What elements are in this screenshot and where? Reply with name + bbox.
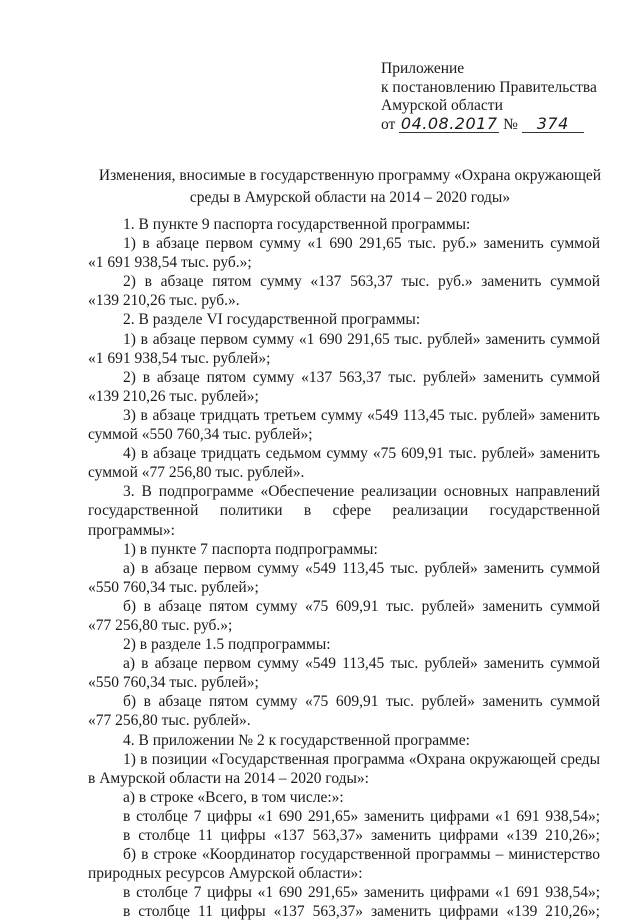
body-line: 2) в абзаце пятом сумму «137 563,37 тыс. руб.» заменить суммой	[123, 273, 600, 291]
body-line: б) в строке «Координатор государственной программы – министерство	[123, 846, 600, 864]
body-line: б) в абзаце пятом сумму «75 609,91 тыс. рублей» заменить суммой	[123, 597, 600, 615]
body-line: природных ресурсов Амурской области»:	[88, 865, 363, 883]
body-line: «1 691 938,54 тыс. руб.»;	[88, 254, 252, 272]
body-line: б) в абзаце пятом сумму «75 609,91 тыс. рублей» заменить суммой	[123, 693, 600, 711]
appendix-heading: Приложение	[381, 60, 465, 77]
number-label: №	[503, 115, 518, 133]
body-line: 3) в абзаце тридцать третьем сумму «549 113,45 тыс. рублей» заменить	[123, 406, 600, 424]
title-line-2: среды в Амурской области на 2014 – 2020 годы»	[189, 189, 511, 206]
appendix-resolution-line: к постановлению Правительства	[381, 78, 597, 96]
body-line: 2. В разделе VI государственной программы:	[123, 311, 421, 329]
document-title	[74, 165, 626, 209]
handwritten-number: 374	[522, 116, 584, 133]
body-line: 1) в пункте 7 паспорта подпрограммы:	[123, 540, 378, 558]
body-line: а) в абзаце первом сумму «549 113,45 тыс. рублей» заменить суммой	[123, 559, 600, 577]
body-line: 1) в абзаце первом сумму «1 690 291,65 тыс. руб.» заменить суммой	[123, 235, 600, 253]
body-line: «139 210,26 тыс. руб.».	[88, 292, 240, 310]
body-line: «139 210,26 тыс. рублей»;	[88, 387, 259, 405]
body-line: в столбце 11 цифры «137 563,37» заменить цифрами «139 210,26»;	[123, 827, 600, 844]
body-line: 3. В подпрограмме «Обеспечение реализации основных направлений	[123, 483, 600, 501]
body-line: в столбце 11 цифры «137 563,37» заменить цифрами «139 210,26»;	[123, 903, 600, 921]
body-line: «1 691 938,54 тыс. рублей»;	[88, 349, 271, 367]
body-line: 1) в абзаце первом сумму «1 690 291,65 тыс. рублей» заменить суммой	[123, 330, 600, 348]
from-label: от	[381, 115, 396, 133]
body-line: 4) в абзаце тридцать седьмом сумму «75 609,91 тыс. рублей» заменить	[123, 445, 600, 463]
handwritten-date: 04.08.2017	[400, 113, 498, 133]
appendix-block	[381, 60, 631, 134]
document-body	[88, 215, 600, 921]
body-line: 1. В пункте 9 паспорта государственной программы:	[123, 216, 471, 233]
body-line: «550 760,34 тыс. рублей»;	[88, 578, 259, 596]
appendix-date-number-line	[381, 113, 631, 135]
body-line: 1) в позиции «Государственная программа «Охрана окружающей среды	[123, 750, 600, 768]
body-line: «77 256,80 тыс. рублей».	[88, 712, 251, 730]
body-line: а) в строке «Всего, в том числе:»:	[123, 788, 344, 806]
body-line: государственной политики в сфере реализации государственной программы»:	[88, 502, 600, 539]
body-line: в столбце 7 цифры «1 690 291,65» заменить цифрами «1 691 938,54»;	[123, 807, 600, 825]
body-line: в Амурской области на 2014 – 2020 годы»:	[88, 769, 369, 787]
title-line-1: Изменения, вносимые в государственную программу «Охрана окружающей	[98, 167, 602, 184]
body-line: «77 256,80 тыс. руб.»;	[88, 616, 233, 634]
appendix-region-line: Амурской области	[381, 97, 503, 114]
body-line: в столбце 7 цифры «1 690 291,65» заменить цифрами «1 691 938,54»;	[123, 884, 600, 902]
body-line: суммой «550 760,34 тыс. рублей»;	[88, 426, 313, 444]
body-line: 2) в разделе 1.5 подпрограммы:	[123, 636, 331, 654]
body-line: «550 760,34 тыс. рублей»;	[88, 674, 259, 692]
body-line: 4. В приложении № 2 к государственной программе:	[123, 731, 470, 749]
body-line: а) в абзаце первом сумму «549 113,45 тыс. рублей» заменить суммой	[123, 655, 600, 673]
body-line: суммой «77 256,80 тыс. рублей».	[88, 464, 305, 482]
body-line: 2) в абзаце пятом сумму «137 563,37 тыс. рублей» заменить суммой	[123, 368, 600, 386]
